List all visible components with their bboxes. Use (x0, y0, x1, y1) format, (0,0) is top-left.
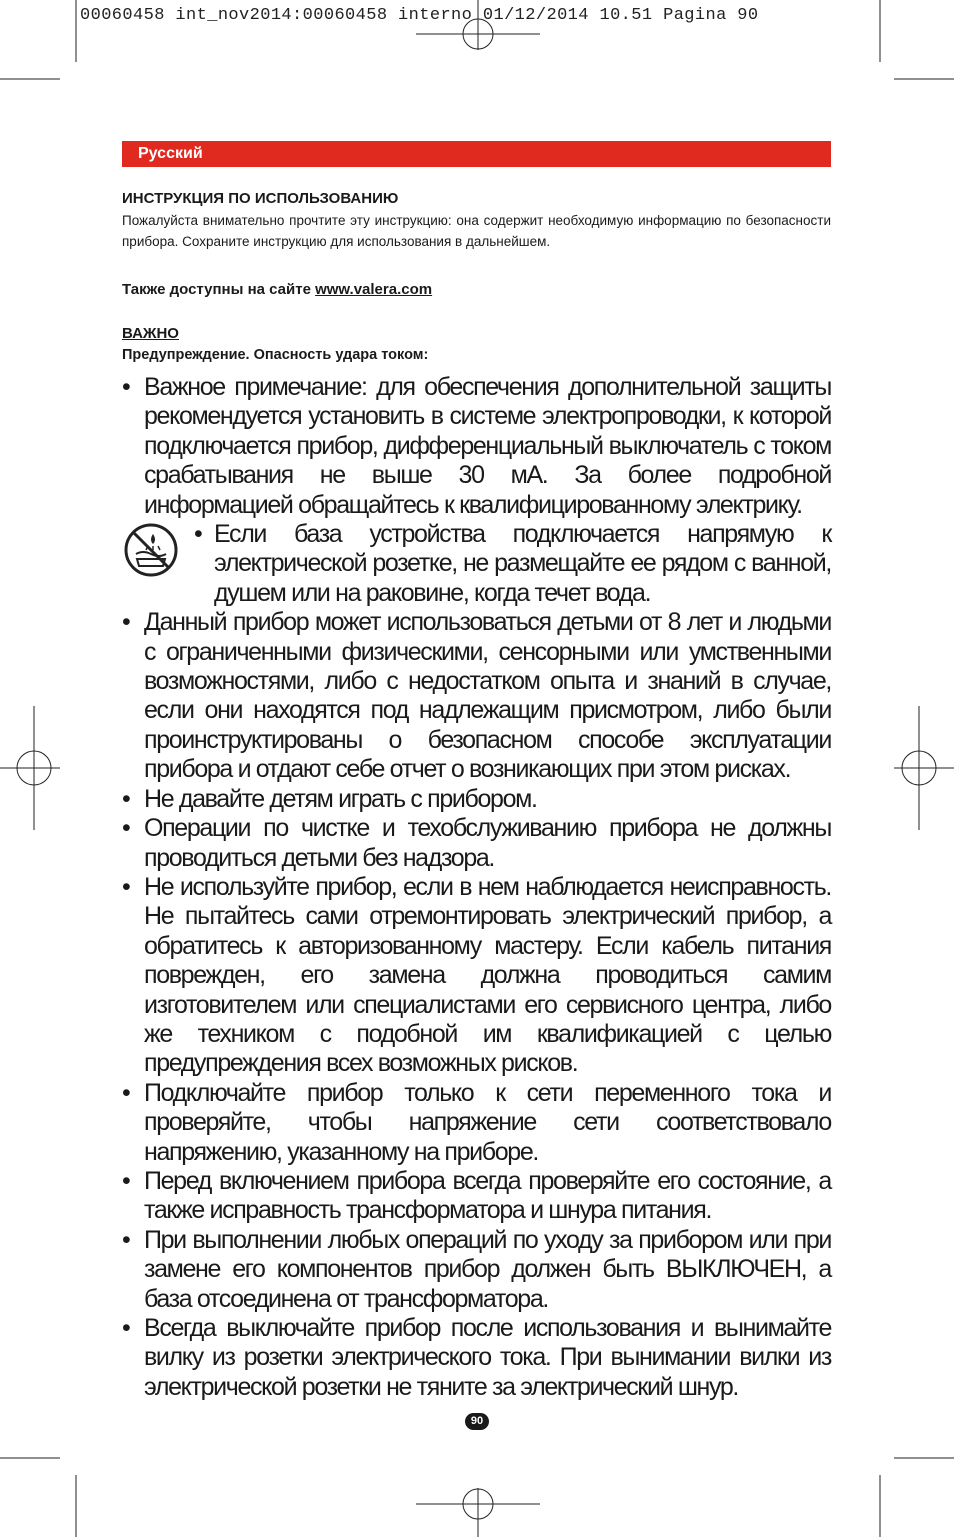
bullet: • (122, 1078, 131, 1107)
list-item-text: Если база устройства подключается напрямую к электрической розетке, не размещайте ее рядом с ванной, душем или на раковине, когда течет вода. (214, 520, 831, 607)
list-item-with-icon (118, 520, 831, 608)
bullet: • (122, 1225, 131, 1254)
shock-warning-heading: Предупреждение. Опасность удара током: (122, 347, 429, 363)
no-water-near-icon (123, 522, 179, 578)
bullet: • (122, 872, 131, 901)
list-item-text: Данный прибор может использоваться детьми от 8 лет и людьми с ограниченными физическими, сенсорными или умственными возможностями, либо с недостатком опыта и знаний в случае, если они находятся под надлежащим присмотром, либо были проинструктированы о безопасном способе эксплуатации прибора и отдают себе отчет о возникающих при этом рисках. (144, 608, 831, 784)
list-item (118, 785, 831, 814)
list-item-text: Всегда выключайте прибор после использования и вынимайте вилку из розетки электрического тока. При вынимании вилки из электрической розетки не тяните за электрический шнур. (144, 1314, 831, 1401)
list-item (118, 373, 831, 520)
print-slug-line: 00060458 int_nov2014:00060458 interno 01/12/2014 10.51 Pagina 90 (80, 6, 759, 25)
website-label: Также доступны на сайте (122, 281, 316, 298)
website-line (122, 281, 432, 298)
bullet: • (194, 520, 203, 549)
list-item (118, 814, 831, 873)
bullet: • (122, 1314, 131, 1342)
list-item (118, 608, 831, 784)
language-bar: Русский (122, 141, 831, 167)
bullet: • (122, 784, 131, 813)
list-item-text: Подключайте прибор только к сети переменного тока и проверяйте, чтобы напряжение сети соответствовало напряжению, указанному на приборе. (144, 1078, 831, 1166)
bullet: • (122, 1166, 131, 1195)
list-item-text: Важное примечание: для обеспечения дополнительной защиты рекомендуется установить в системе электропроводки, к которой подключается прибор, дифференциальный выключатель с током срабатывания не выше 30 мА. За более подробной информацией обращайтесь к квалифицированному электрику. (144, 373, 831, 519)
list-item (118, 1167, 831, 1226)
list-item-text: Не используйте прибор, если в нем наблюдается неисправность. Не пытайтесь сами отремонтировать электрический прибор, а обратитесь к авторизованному мастеру. Если кабель питания поврежден, его замена должна проводиться самим изготовителем или специалистами его сервисного центра, либо же техником с подобной им квалификацией с целью предупреждения всех возможных рисков. (144, 872, 831, 1078)
list-item (118, 1314, 831, 1402)
important-heading: ВАЖНО (122, 325, 179, 342)
list-item (118, 873, 831, 1079)
list-item-text: При выполнении любых операций по уходу за прибором или при замене его компонентов прибор должен быть ВЫКЛЮЧЕН, а база отсоединена от трансформатора. (144, 1225, 831, 1313)
list-item (118, 1226, 831, 1314)
intro-paragraph: Пожалуйста внимательно прочтите эту инструкцию: она содержит необходимую информацию по безопасности прибора. Сохраните инструкцию для использования в дальнейшем. (122, 213, 831, 249)
website-link[interactable]: www.valera.com (315, 281, 433, 298)
list-item-text: Не давайте детям играть с прибором. (144, 784, 537, 813)
safety-list (118, 373, 831, 1402)
list-item-text: Операции по чистке и техобслуживанию прибора не должны проводиться детьми без надзора. (144, 814, 831, 872)
bullet: • (122, 608, 131, 637)
list-item (118, 1079, 831, 1167)
page-number-badge: 90 (465, 1413, 489, 1430)
list-item-text: Перед включением прибора всегда проверяйте его состояние, а также исправность трансформатора и шнура питания. (144, 1166, 831, 1225)
bullet: • (122, 814, 131, 843)
bullet: • (122, 373, 131, 401)
section-heading: ИНСТРУКЦИЯ ПО ИСПОЛЬЗОВАНИЮ (122, 190, 399, 207)
